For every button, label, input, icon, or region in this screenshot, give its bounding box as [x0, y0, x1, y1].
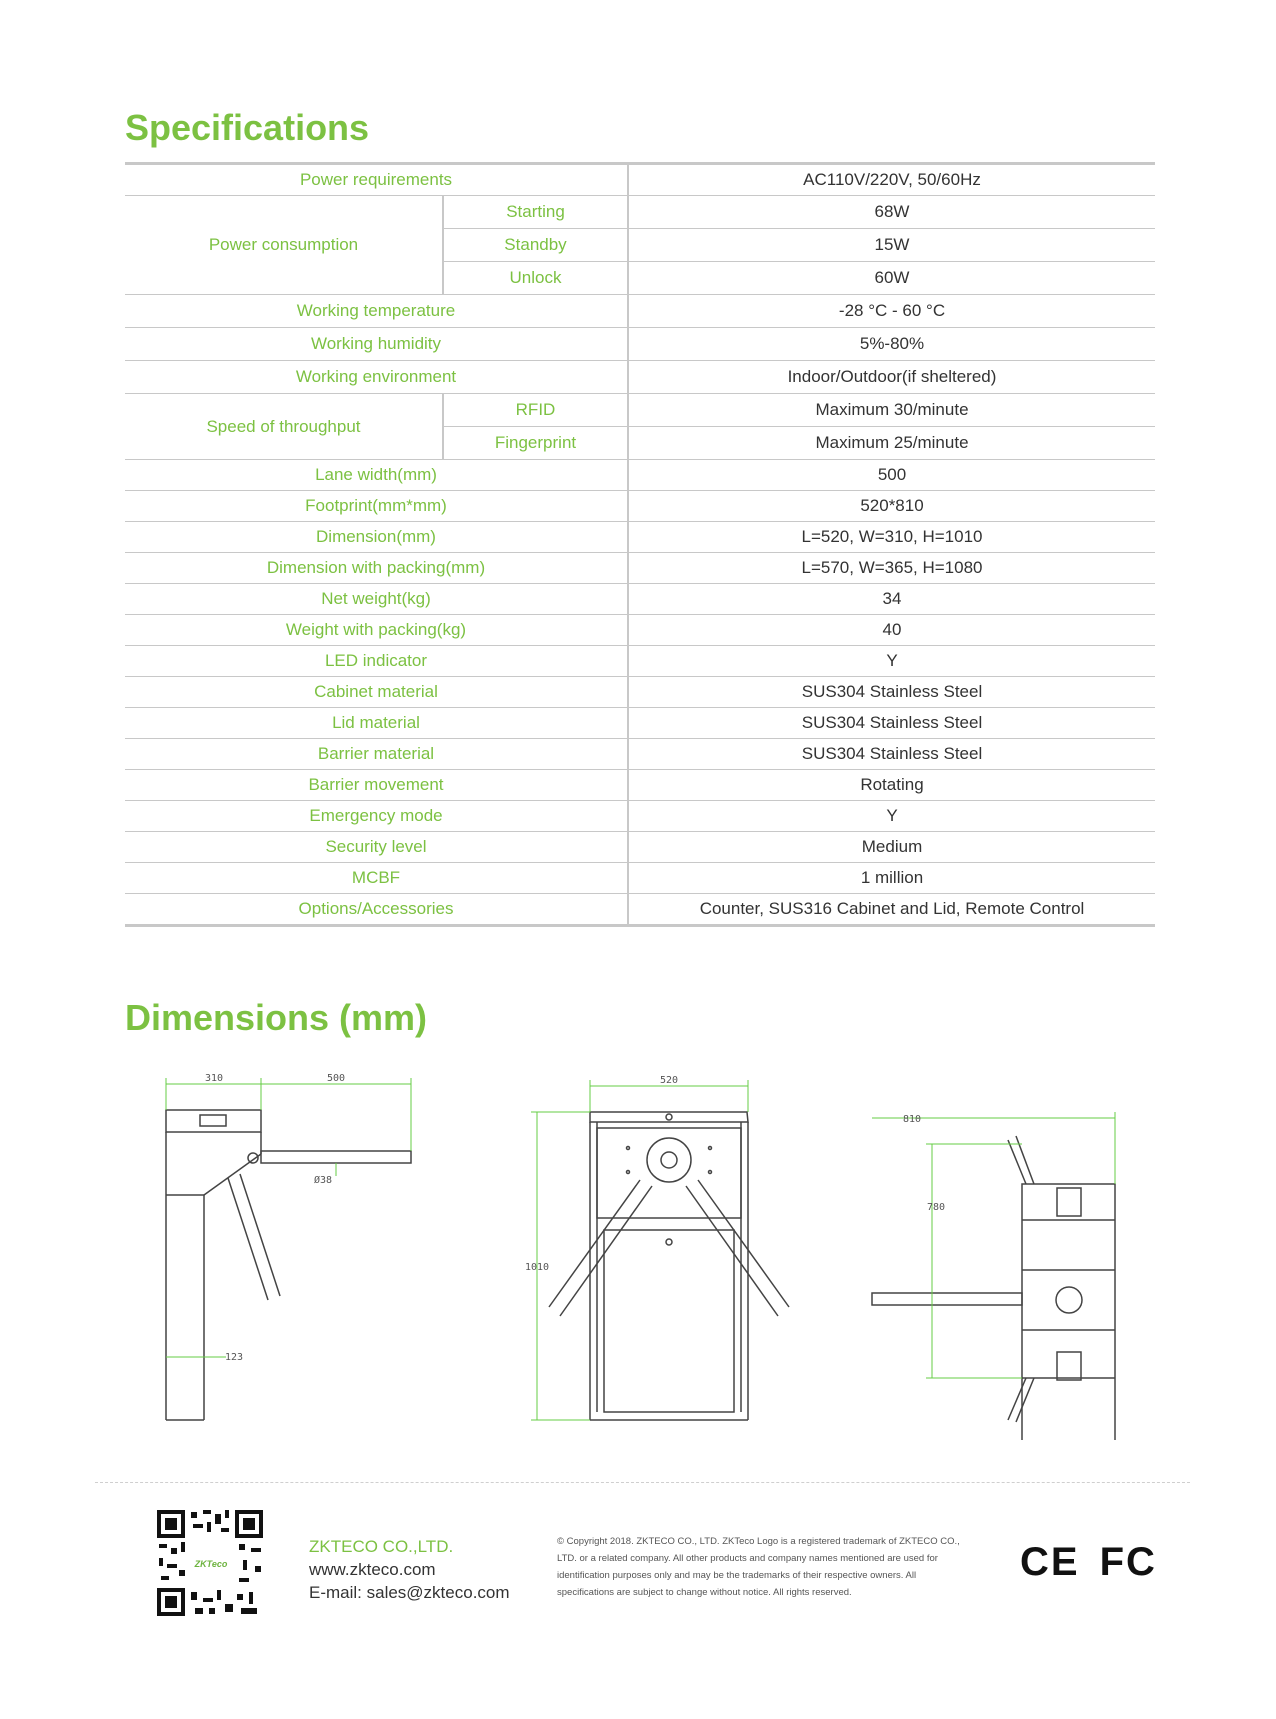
table-row [125, 460, 1155, 491]
table-row [125, 677, 1155, 708]
spec-label: Emergency mode [125, 801, 628, 832]
table-row [125, 394, 1155, 427]
table-row [125, 646, 1155, 677]
front-view-drawing [549, 1112, 789, 1420]
table-row [125, 553, 1155, 584]
spec-label: Power consumption [125, 196, 443, 295]
side-arm-label: 500 [326, 1073, 346, 1084]
spec-label: LED indicator [125, 646, 628, 677]
spec-value: SUS304 Stainless Steel [628, 708, 1155, 739]
spec-value: L=520, W=310, H=1010 [628, 522, 1155, 553]
top-inner-label: 780 [926, 1202, 946, 1213]
side-base-label: 123 [224, 1352, 244, 1363]
front-view-dimension-lines [531, 1080, 748, 1420]
ce-mark-icon: CE [1020, 1540, 1080, 1584]
spec-value: Counter, SUS316 Cabinet and Lid, Remote Control [628, 894, 1155, 926]
table-row [125, 708, 1155, 739]
footer-divider [95, 1482, 1190, 1483]
side-width-label: 310 [204, 1073, 224, 1084]
spec-label: Speed of throughput [125, 394, 443, 460]
table-row [125, 328, 1155, 361]
spec-sublabel: Unlock [443, 262, 628, 295]
table-row [125, 196, 1155, 229]
table-row [125, 801, 1155, 832]
spec-value: 5%-80% [628, 328, 1155, 361]
spec-label: Working environment [125, 361, 628, 394]
spec-value: AC110V/220V, 50/60Hz [628, 164, 1155, 196]
spec-label: MCBF [125, 863, 628, 894]
spec-value: Rotating [628, 770, 1155, 801]
certification-marks [1020, 1540, 1177, 1585]
dimensions-heading: Dimensions (mm) [125, 997, 428, 1038]
fcc-mark-icon: FC [1099, 1540, 1157, 1584]
spec-value: 1 million [628, 863, 1155, 894]
spec-label: Cabinet material [125, 677, 628, 708]
table-row [125, 491, 1155, 522]
company-name: ZKTECO CO.,LTD. [309, 1537, 454, 1556]
qr-code-icon [155, 1508, 265, 1618]
side-view-drawing [166, 1110, 411, 1420]
front-width-label: 520 [659, 1075, 679, 1086]
spec-value: 68W [628, 196, 1155, 229]
table-row [125, 361, 1155, 394]
spec-label: Power requirements [125, 164, 628, 196]
table-row [125, 739, 1155, 770]
company-website[interactable]: www.zkteco.com [309, 1560, 436, 1579]
spec-value: SUS304 Stainless Steel [628, 677, 1155, 708]
top-view-dimension-lines [872, 1112, 1115, 1378]
spec-label: Security level [125, 832, 628, 863]
spec-value: Maximum 30/minute [628, 394, 1155, 427]
spec-value: 60W [628, 262, 1155, 295]
spec-value: Maximum 25/minute [628, 427, 1155, 460]
spec-label: Working temperature [125, 295, 628, 328]
spec-sublabel: Starting [443, 196, 628, 229]
table-row [125, 894, 1155, 926]
spec-label: Lid material [125, 708, 628, 739]
table-row [125, 770, 1155, 801]
spec-label: Lane width(mm) [125, 460, 628, 491]
spec-value: L=570, W=365, H=1080 [628, 553, 1155, 584]
spec-label: Dimension with packing(mm) [125, 553, 628, 584]
top-depth-label: 810 [902, 1114, 922, 1125]
front-height-label: 1010 [524, 1262, 550, 1273]
spec-label: Dimension(mm) [125, 522, 628, 553]
copyright-notice: © Copyright 2018. ZKTECO CO., LTD. ZKTeco Logo is a registered trademark of ZKTECO CO., LTD. or a related company. All other products and company names mentioned are used for identification purposes only and may be the trademarks of their respective owners. All specifications are subject to change without notice. All rights reserved. [557, 1536, 960, 1598]
spec-value: Medium [628, 832, 1155, 863]
spec-label: Barrier material [125, 739, 628, 770]
spec-value: Y [628, 801, 1155, 832]
spec-value: Indoor/Outdoor(if sheltered) [628, 361, 1155, 394]
table-row [125, 863, 1155, 894]
qr-logo-text: ZKTeco [194, 1559, 228, 1569]
table-row [125, 295, 1155, 328]
spec-value: 34 [628, 584, 1155, 615]
specifications-heading: Specifications [125, 107, 370, 148]
table-row [125, 832, 1155, 863]
top-view-drawing [872, 1136, 1115, 1440]
table-row [125, 615, 1155, 646]
spec-sublabel: Fingerprint [443, 427, 628, 460]
spec-label: Options/Accessories [298, 899, 454, 918]
spec-value: Y [628, 646, 1155, 677]
spec-value: 40 [628, 615, 1155, 646]
spec-value: 15W [628, 229, 1155, 262]
table-row [125, 522, 1155, 553]
spec-value: 520*810 [628, 491, 1155, 522]
company-contact [309, 1535, 510, 1604]
spec-value: SUS304 Stainless Steel [628, 739, 1155, 770]
spec-label: Footprint(mm*mm) [125, 491, 628, 522]
spec-label: Weight with packing(kg) [125, 615, 628, 646]
spec-label: Working humidity [125, 328, 628, 361]
spec-label: Barrier movement [125, 770, 628, 801]
side-view-dimension-lines [166, 1078, 411, 1357]
side-arm-diameter-label: Ø38 [313, 1175, 333, 1186]
spec-label: Net weight(kg) [125, 584, 628, 615]
dimension-drawings [0, 1060, 1276, 1440]
spec-value: 500 [628, 460, 1155, 491]
specifications-table [125, 162, 1155, 927]
company-email[interactable]: E-mail: sales@zkteco.com [309, 1583, 510, 1602]
table-row [125, 584, 1155, 615]
spec-sublabel: RFID [443, 394, 628, 427]
table-row [125, 164, 1155, 196]
spec-sublabel: Standby [443, 229, 628, 262]
spec-value: -28 °C - 60 °C [628, 295, 1155, 328]
